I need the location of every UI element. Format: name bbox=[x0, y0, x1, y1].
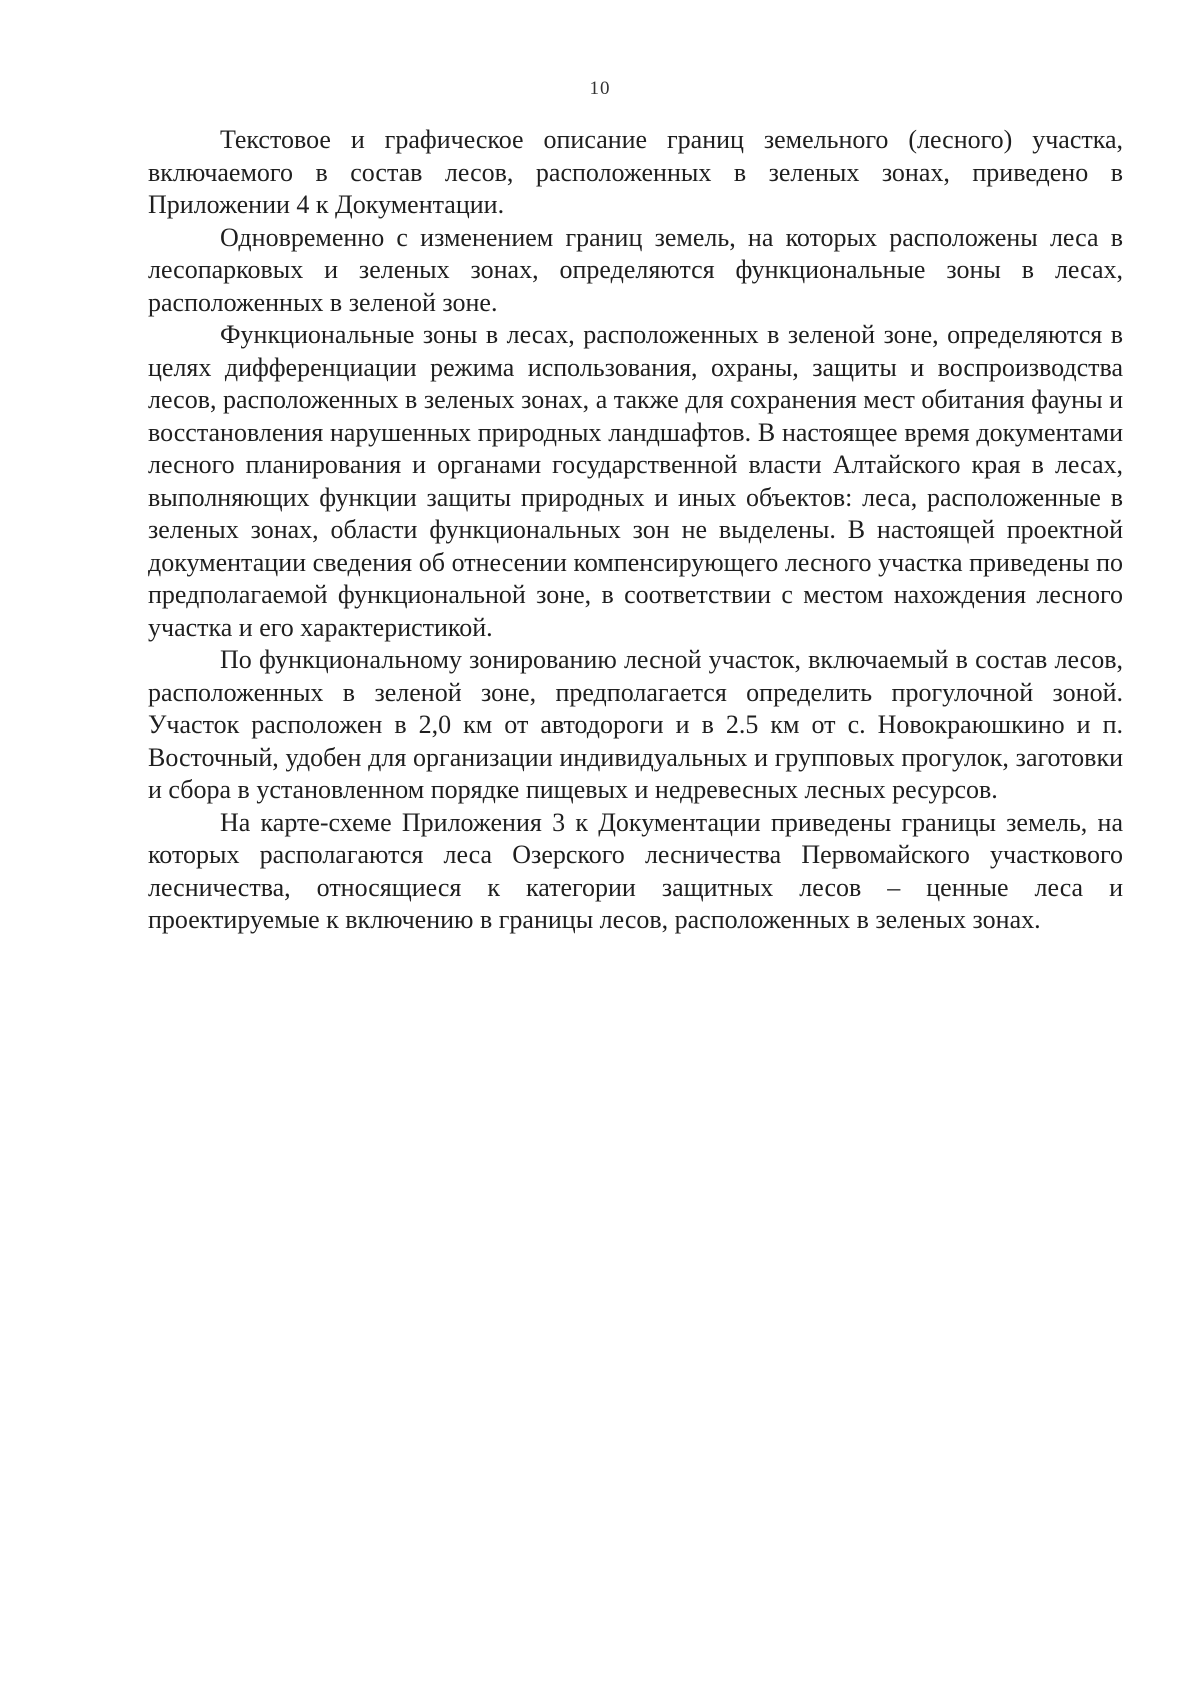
paragraph-map-scheme: На карте-схеме Приложения 3 к Документации приведены границы земель, на которых располагаются леса Озерского лесничества Первомайского участкового лесничества, относящиеся к категории защитных лесов – ценные леса и проектируемые к включению в границы лесов, расположенных в зеленых зонах. bbox=[148, 807, 1123, 934]
paragraph-functional-zones-purpose: Функциональные зоны в лесах, расположенных в зеленой зоне, определяются в целях дифференциации режима использования, охраны, защиты и воспроизводства лесов, расположенных в зеленых зонах, а также для сохранения мест обитания фауны и восстановления нарушенных природных ландшафтов. В настоящее время документами лесного планирования и органами государственной власти Алтайского края в лесах, выполняющих функции защиты природных и иных объектов: леса, расположенные в зеленых зонах, области функциональных зон не выделены. В настоящей проектной документации сведения об отнесении компенсирующего лесного участка приведены по предполагаемой функциональной зоне, в соответствии с местом нахождения лесного участка и его характеристикой. bbox=[148, 320, 1123, 642]
paragraph-zoning-walking-zone: По функциональному зонированию лесной участок, включаемый в состав лесов, расположенных в зеленой зоне, предполагается определить прогулочной зоной. Участок расположен в 2,0 км от автодороги и в 2.5 км от с. Новокраюшкино и п. Восточный, удобен для организации индивидуальных и групповых прогулок, заготовки и сбора в установленном порядке пищевых и недревесных лесных ресурсов. bbox=[148, 645, 1123, 804]
paragraph-boundary-description: Текстовое и графическое описание границ земельного (лесного) участка, включаемого в состав лесов, расположенных в зеленых зонах, приведено в Приложении 4 к Документации. bbox=[148, 125, 1123, 219]
paragraph-functional-zones-intro: Одновременно с изменением границ земель, на которых расположены леса в лесопарковых и зеленых зонах, определяются функциональные зоны в лесах, расположенных в зеленой зоне. bbox=[148, 222, 1123, 317]
page-number: 10 bbox=[589, 78, 611, 99]
body-text bbox=[148, 124, 1123, 937]
